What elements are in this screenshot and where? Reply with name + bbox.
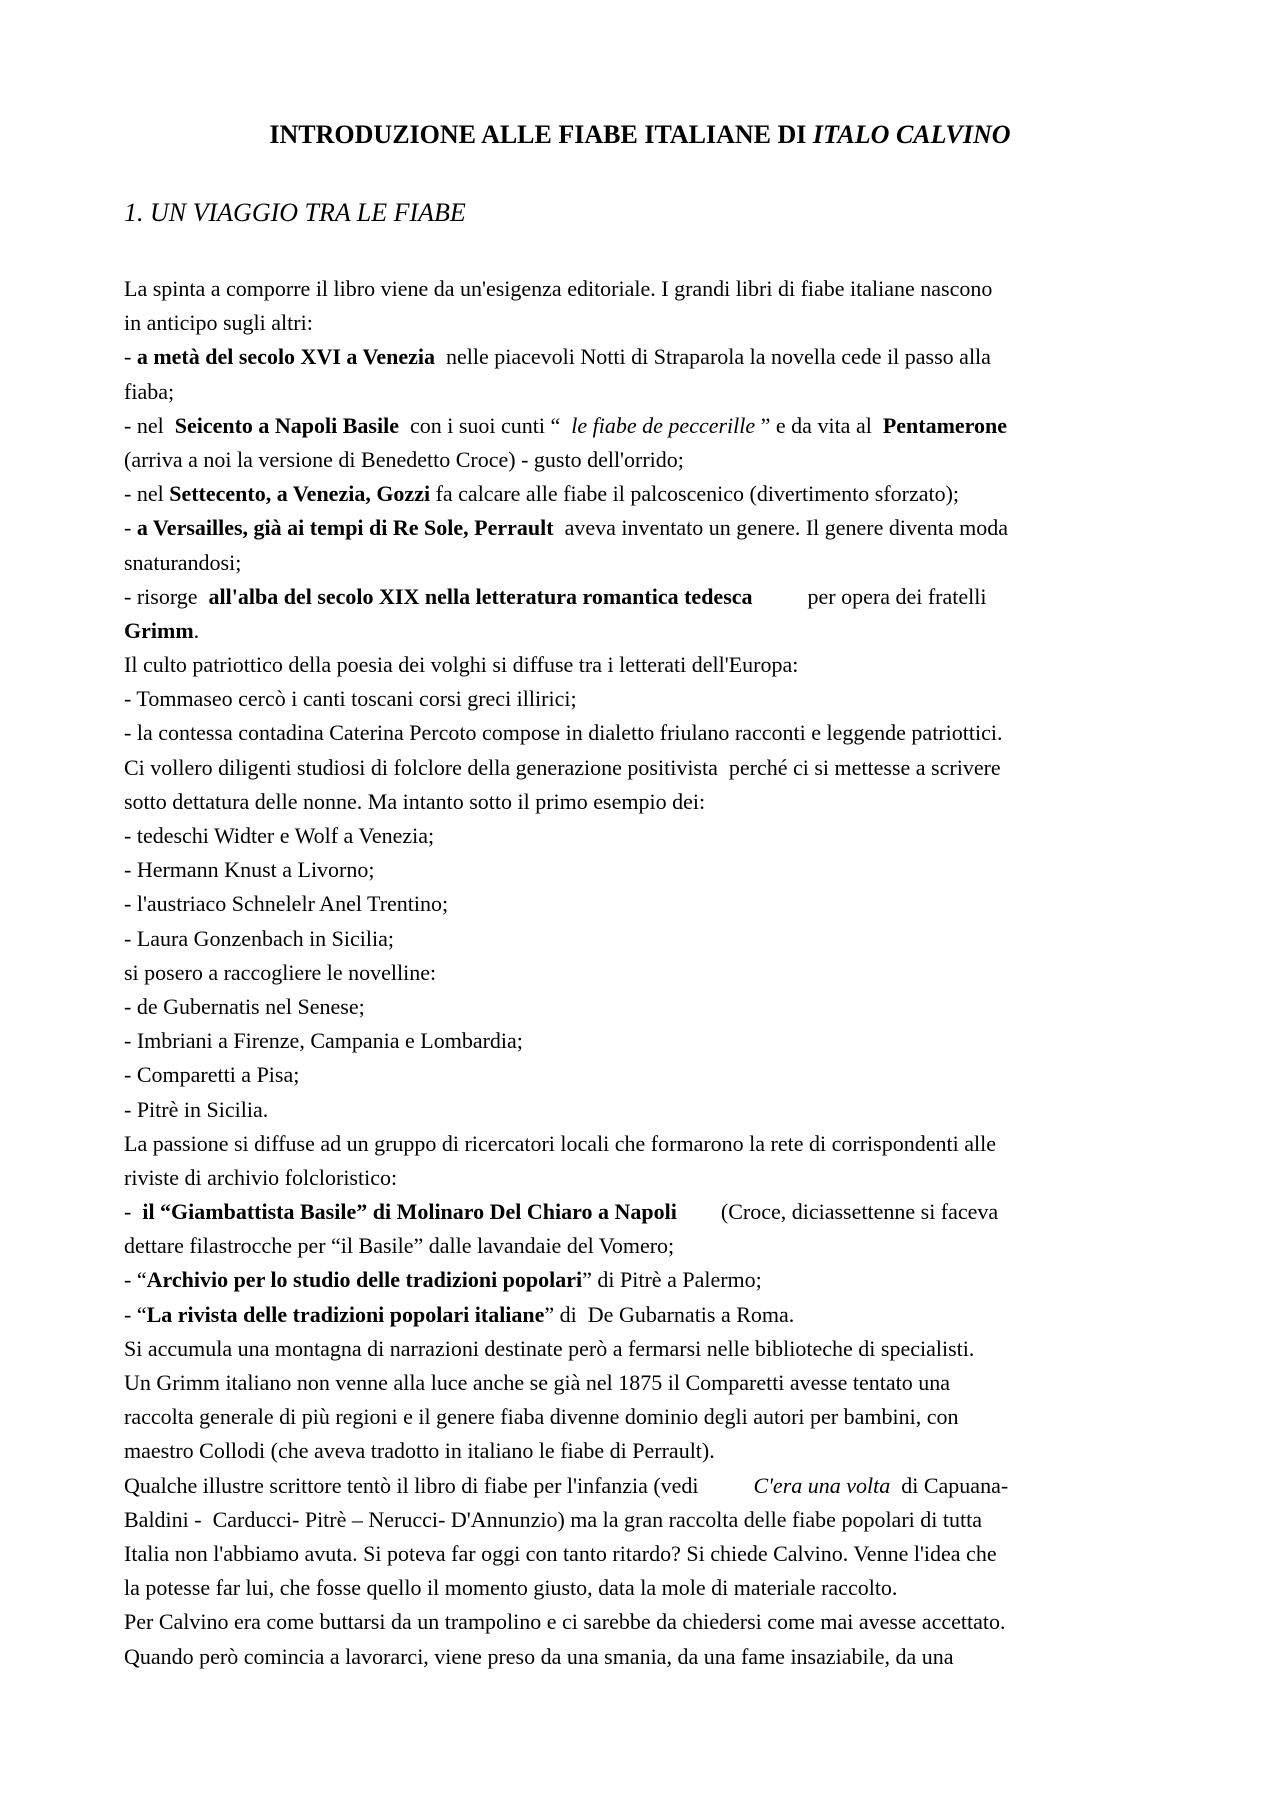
text-line: [124, 1263, 1174, 1297]
text-span: Italia non l'abbiamo avuta. Si poteva far oggi con tanto ritardo? Si chiede Calvino. Venne l'idea che: [124, 1540, 997, 1566]
text-line: [124, 887, 1174, 921]
text-line: [124, 1503, 1174, 1537]
title-main: INTRODUZIONE ALLE FIABE ITALIANE DI: [269, 120, 813, 149]
text-span: - “: [124, 1301, 147, 1327]
text-line: [124, 1127, 1174, 1161]
text-span: Il culto patriottico della poesia dei volghi si diffuse tra i letterati dell'Europa:: [124, 652, 799, 678]
text-span: - Comparetti a Pisa;: [124, 1062, 300, 1088]
body-text: [124, 272, 1174, 1674]
text-span: - l'austriaco Schnelelr Anel Trentino;: [124, 891, 449, 917]
text-span: -: [124, 515, 137, 541]
bold-span: Archivio per lo studio delle tradizioni popolari: [146, 1267, 583, 1293]
text-span: si posero a raccogliere le novelline:: [124, 959, 437, 985]
text-line: [124, 716, 1174, 750]
text-span: La spinta a comporre il libro viene da un'esigenza editoriale. I grandi libri di fiabe italiane nascono: [124, 276, 993, 301]
text-line: [124, 1161, 1174, 1195]
text-span: Ci vollero diligenti studiosi di folclore della generazione positivista perché ci si mettesse a scrivere: [124, 754, 1001, 780]
text-line: [124, 1434, 1174, 1468]
text-line: [124, 1298, 1174, 1332]
text-line: [124, 477, 1174, 511]
text-line: [124, 751, 1174, 785]
text-span: - Pitrè in Sicilia.: [124, 1096, 269, 1122]
text-span: maestro Collodi (che aveva tradotto in italiano le fiabe di Perrault).: [124, 1438, 715, 1464]
bold-span: il “Giambattista Basile” di Molinaro Del Chiaro a Napoli: [142, 1199, 677, 1225]
text-span: Quando però comincia a lavorarci, viene preso da una smania, da una fame insaziabile, da una: [124, 1643, 954, 1669]
bold-span: Settecento, a Venezia, Gozzi: [169, 481, 431, 507]
text-line: [124, 922, 1174, 956]
text-span: con i suoi cunti “: [398, 412, 572, 438]
bold-span: all'alba del secolo XIX nella letteratura romantica tedesca: [208, 583, 753, 609]
text-line: [124, 1537, 1174, 1571]
text-line: [124, 1400, 1174, 1434]
text-span: ” di Pitrè a Palermo;: [582, 1267, 762, 1293]
text-span: per opera dei fratelli: [752, 583, 987, 609]
text-span: fa calcare alle fiabe il palcoscenico (divertimento sforzato);: [430, 481, 960, 507]
bold-span: Seicento a Napoli Basile: [174, 412, 399, 438]
text-span: aveva inventato un genere. Il genere diventa moda: [553, 515, 1009, 541]
text-span: - nel: [124, 481, 170, 507]
text-span: raccolta generale di più regioni e il genere fiaba divenne dominio degli autori per bambini, con: [124, 1404, 959, 1430]
text-line: [124, 956, 1174, 990]
text-line: [124, 580, 1174, 614]
text-line: [124, 990, 1174, 1024]
text-line: [124, 306, 1174, 340]
section-heading: 1. UN VIAGGIO TRA LE FIABE: [124, 198, 466, 227]
text-span: fiaba;: [124, 378, 175, 404]
text-span: -: [124, 344, 137, 370]
bold-span: Grimm: [124, 617, 194, 643]
text-line: [124, 1605, 1174, 1639]
text-line: [124, 1469, 1174, 1503]
text-line: [124, 1093, 1174, 1127]
text-line: [124, 511, 1174, 545]
text-line: [124, 682, 1174, 716]
text-span: Per Calvino era come buttarsi da un trampolino e ci sarebbe da chiedersi come mai avesse accettato.: [124, 1609, 1006, 1635]
text-span: - de Gubernatis nel Senese;: [124, 993, 365, 1019]
text-span: Baldini - Carducci- Pitrè – Nerucci- D'Annunzio) ma la gran raccolta delle fiabe popolari di tutta: [124, 1506, 982, 1532]
text-line: [124, 785, 1174, 819]
text-span: riviste di archivio folcloristico:: [124, 1164, 398, 1190]
text-line: [124, 1229, 1174, 1263]
text-span: ” di De Gubarnatis a Roma.: [544, 1301, 795, 1327]
text-span: di Capuana-: [890, 1472, 1009, 1498]
text-line: [124, 272, 1174, 306]
text-line: [124, 648, 1174, 682]
text-span: (Croce, diciassettenne si faceva: [676, 1199, 999, 1225]
text-span: (arriva a noi la versione di Benedetto Croce) - gusto dell'orrido;: [124, 446, 684, 472]
text-line: [124, 409, 1174, 443]
text-span: sotto dettatura delle nonne. Ma intanto sotto il primo esempio dei:: [124, 788, 706, 814]
text-span: ” e da vita al: [755, 412, 883, 438]
text-line: [124, 1640, 1174, 1674]
text-line: [124, 546, 1174, 580]
text-span: la potesse far lui, che fosse quello il momento giusto, data la mole di materiale raccolto.: [124, 1575, 898, 1601]
italic-span: C'era una volta: [753, 1472, 891, 1498]
bold-span: a metà del secolo XVI a Venezia: [136, 344, 436, 370]
text-span: - Tommaseo cercò i canti toscani corsi greci illirici;: [124, 686, 577, 712]
text-span: - tedeschi Widter e Wolf a Venezia;: [124, 823, 435, 848]
text-line: [124, 1024, 1174, 1058]
text-span: snaturandosi;: [124, 549, 242, 575]
text-span: - “: [124, 1267, 147, 1293]
text-line: [124, 443, 1174, 477]
text-span: in anticipo sugli altri:: [124, 310, 313, 336]
bold-span: Pentamerone: [882, 412, 1008, 438]
bold-span: a Versailles, già ai tempi di Re Sole, Perrault: [136, 515, 554, 541]
text-span: - Laura Gonzenbach in Sicilia;: [124, 925, 395, 951]
text-span: .: [193, 617, 200, 643]
text-line: [124, 1195, 1174, 1229]
text-line: [124, 853, 1174, 887]
text-line: [124, 1332, 1174, 1366]
text-line: [124, 375, 1174, 409]
title-author: ITALO CALVINO: [812, 120, 1011, 149]
text-line: [124, 614, 1174, 648]
text-line: [124, 1366, 1174, 1400]
text-line: [124, 819, 1174, 853]
text-span: Un Grimm italiano non venne alla luce anche se già nel 1875 il Comparetti avesse tentato una: [124, 1370, 950, 1395]
text-span: - risorge: [124, 583, 209, 609]
text-line: [124, 340, 1174, 374]
text-span: -: [124, 1199, 143, 1225]
text-span: Qualche illustre scrittore tentò il libro di fiabe per l'infanzia (vedi: [124, 1472, 754, 1498]
text-span: dettare filastrocche per “il Basile” dalle lavandaie del Vomero;: [124, 1233, 675, 1259]
text-line: [124, 1571, 1174, 1605]
text-span: - Imbriani a Firenze, Campania e Lombardia;: [124, 1028, 523, 1054]
page-title: [0, 120, 1280, 150]
text-span: - la contessa contadina Caterina Percoto compose in dialetto friulano racconti e leggende patriottici.: [124, 720, 1003, 746]
text-line: [124, 1058, 1174, 1092]
text-span: La passione si diffuse ad un gruppo di ricercatori locali che formarono la rete di corrispondenti alle: [124, 1130, 996, 1156]
italic-span: le fiabe de peccerille: [571, 412, 756, 438]
text-span: nelle piacevoli Notti di Straparola la novella cede il passo alla: [435, 344, 991, 370]
bold-span: La rivista delle tradizioni popolari italiane: [146, 1301, 545, 1327]
text-span: - nel: [124, 412, 175, 438]
text-span: - Hermann Knust a Livorno;: [124, 857, 375, 883]
text-span: Si accumula una montagna di narrazioni destinate però a fermarsi nelle biblioteche di specialisti.: [124, 1335, 975, 1361]
